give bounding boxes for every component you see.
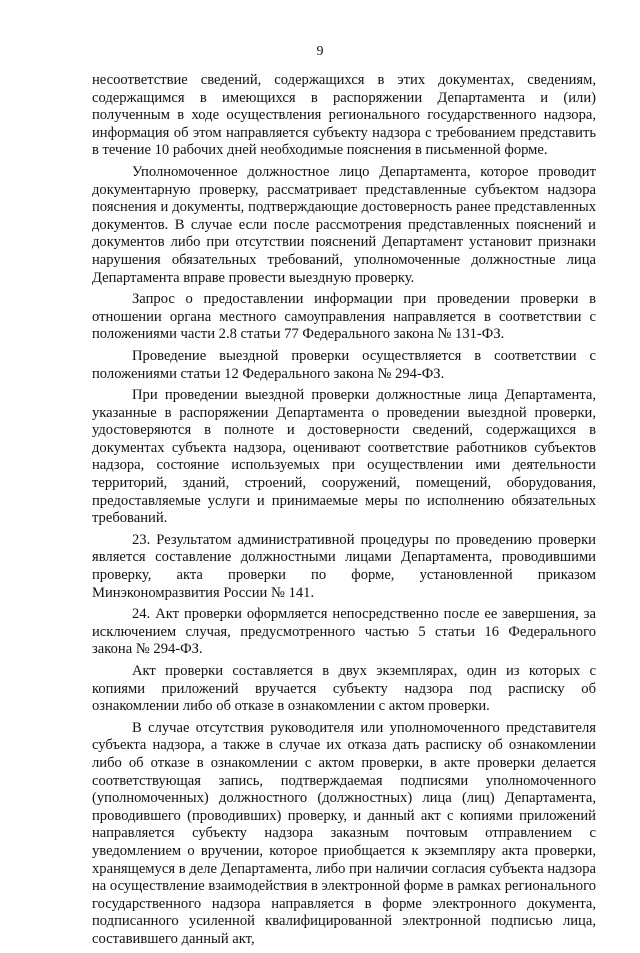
paragraph-absence-of-representative: В случае отсутствия руководителя или уполномоченного представителя субъекта надзора, а также в случае их отказа дать расписку об ознакомлении либо об отказе в ознакомлении с актом проверки, в акте проверки делается соответствующая запись, подтверждаемая подписями уполномоченного (уполномоченных) должностного (должностных) лица (лиц) Департамента, проводившего (проводивших) проверку, и данный акт с копиями приложений направляется субъекту надзора заказным почтовым отправлением с уведомлением о вручении, которое приобщается к экземпляру акта проверки, хранящемуся в деле Департамента, либо при наличии согласия субъекта надзора на осуществление взаимодействия в электронной форме в рамках регионального государственного надзора направляется в форме электронного документа, подписанного усиленной квалифицированной электронной подписью лица, составившего данный акт, bbox=[92, 719, 596, 947]
paragraph-act-copies: Акт проверки составляется в двух экземплярах, один из которых с копиями приложений вручается субъекту надзора под расписку об ознакомлении либо об отказе в ознакомлении с актом проверки. bbox=[92, 663, 596, 715]
page-number: 9 bbox=[316, 44, 324, 59]
paragraph-item-23: 23. Результатом административной процедуры по проведению проверки является составление должностными лицами Департамента, проводившими проверку, акта проверки по форме, установленной приказом Минэкономразвития России № 141. bbox=[92, 531, 596, 601]
paragraph-local-government-request: Запрос о предоставлении информации при проведении проверки в отношении органа местного самоуправления направляется в соответствии с положениями части 2.8 статьи 77 Федерального закона № 131-ФЗ. bbox=[92, 291, 596, 343]
paragraph-continuation: несоответствие сведений, содержащихся в этих документах, сведениям, содержащимся в имеющихся в распоряжении Департамента и (или) полученным в ходе осуществления регионального государственного надзора, информация об этом направляется субъекту надзора с требованием представить в течение 10 рабочих дней необходимые пояснения в письменной форме. bbox=[92, 72, 596, 159]
paragraph-item-24: 24. Акт проверки оформляется непосредственно после ее завершения, за исключением случая, предусмотренного частью 5 статьи 16 Федерального закона № 294-ФЗ. bbox=[92, 606, 596, 658]
paragraph-onsite-inspection: Проведение выездной проверки осуществляется в соответствии с положениями статьи 12 Федерального закона № 294-ФЗ. bbox=[92, 347, 596, 382]
paragraph-onsite-inspection-officials: При проведении выездной проверки должностные лица Департамента, указанные в распоряжении Департамента о проведении выездной проверки, удостоверяются в полноте и достоверности сведений, содержащихся в документах субъекта надзора, оценивают соответствие работников субъектов надзора, состояние используемых при осуществлении ими деятельности территорий, зданий, строений, сооружений, помещений, оборудования, предоставляемые услуги и принимаемые меры по исполнению обязательных требований. bbox=[92, 387, 596, 527]
document-body bbox=[92, 72, 596, 953]
paragraph-review-explanations: Уполномоченное должностное лицо Департамента, которое проводит документарную проверку, рассматривает представленные субъектом надзора пояснения и документы, подтверждающие достоверность ранее представленных документов. В случае если после рассмотрения представленных пояснений и документов либо при отсутствии пояснений Департамент установит признаки нарушения обязательных требований, уполномоченные должностные лица Департамента вправе провести выездную проверку. bbox=[92, 163, 596, 286]
